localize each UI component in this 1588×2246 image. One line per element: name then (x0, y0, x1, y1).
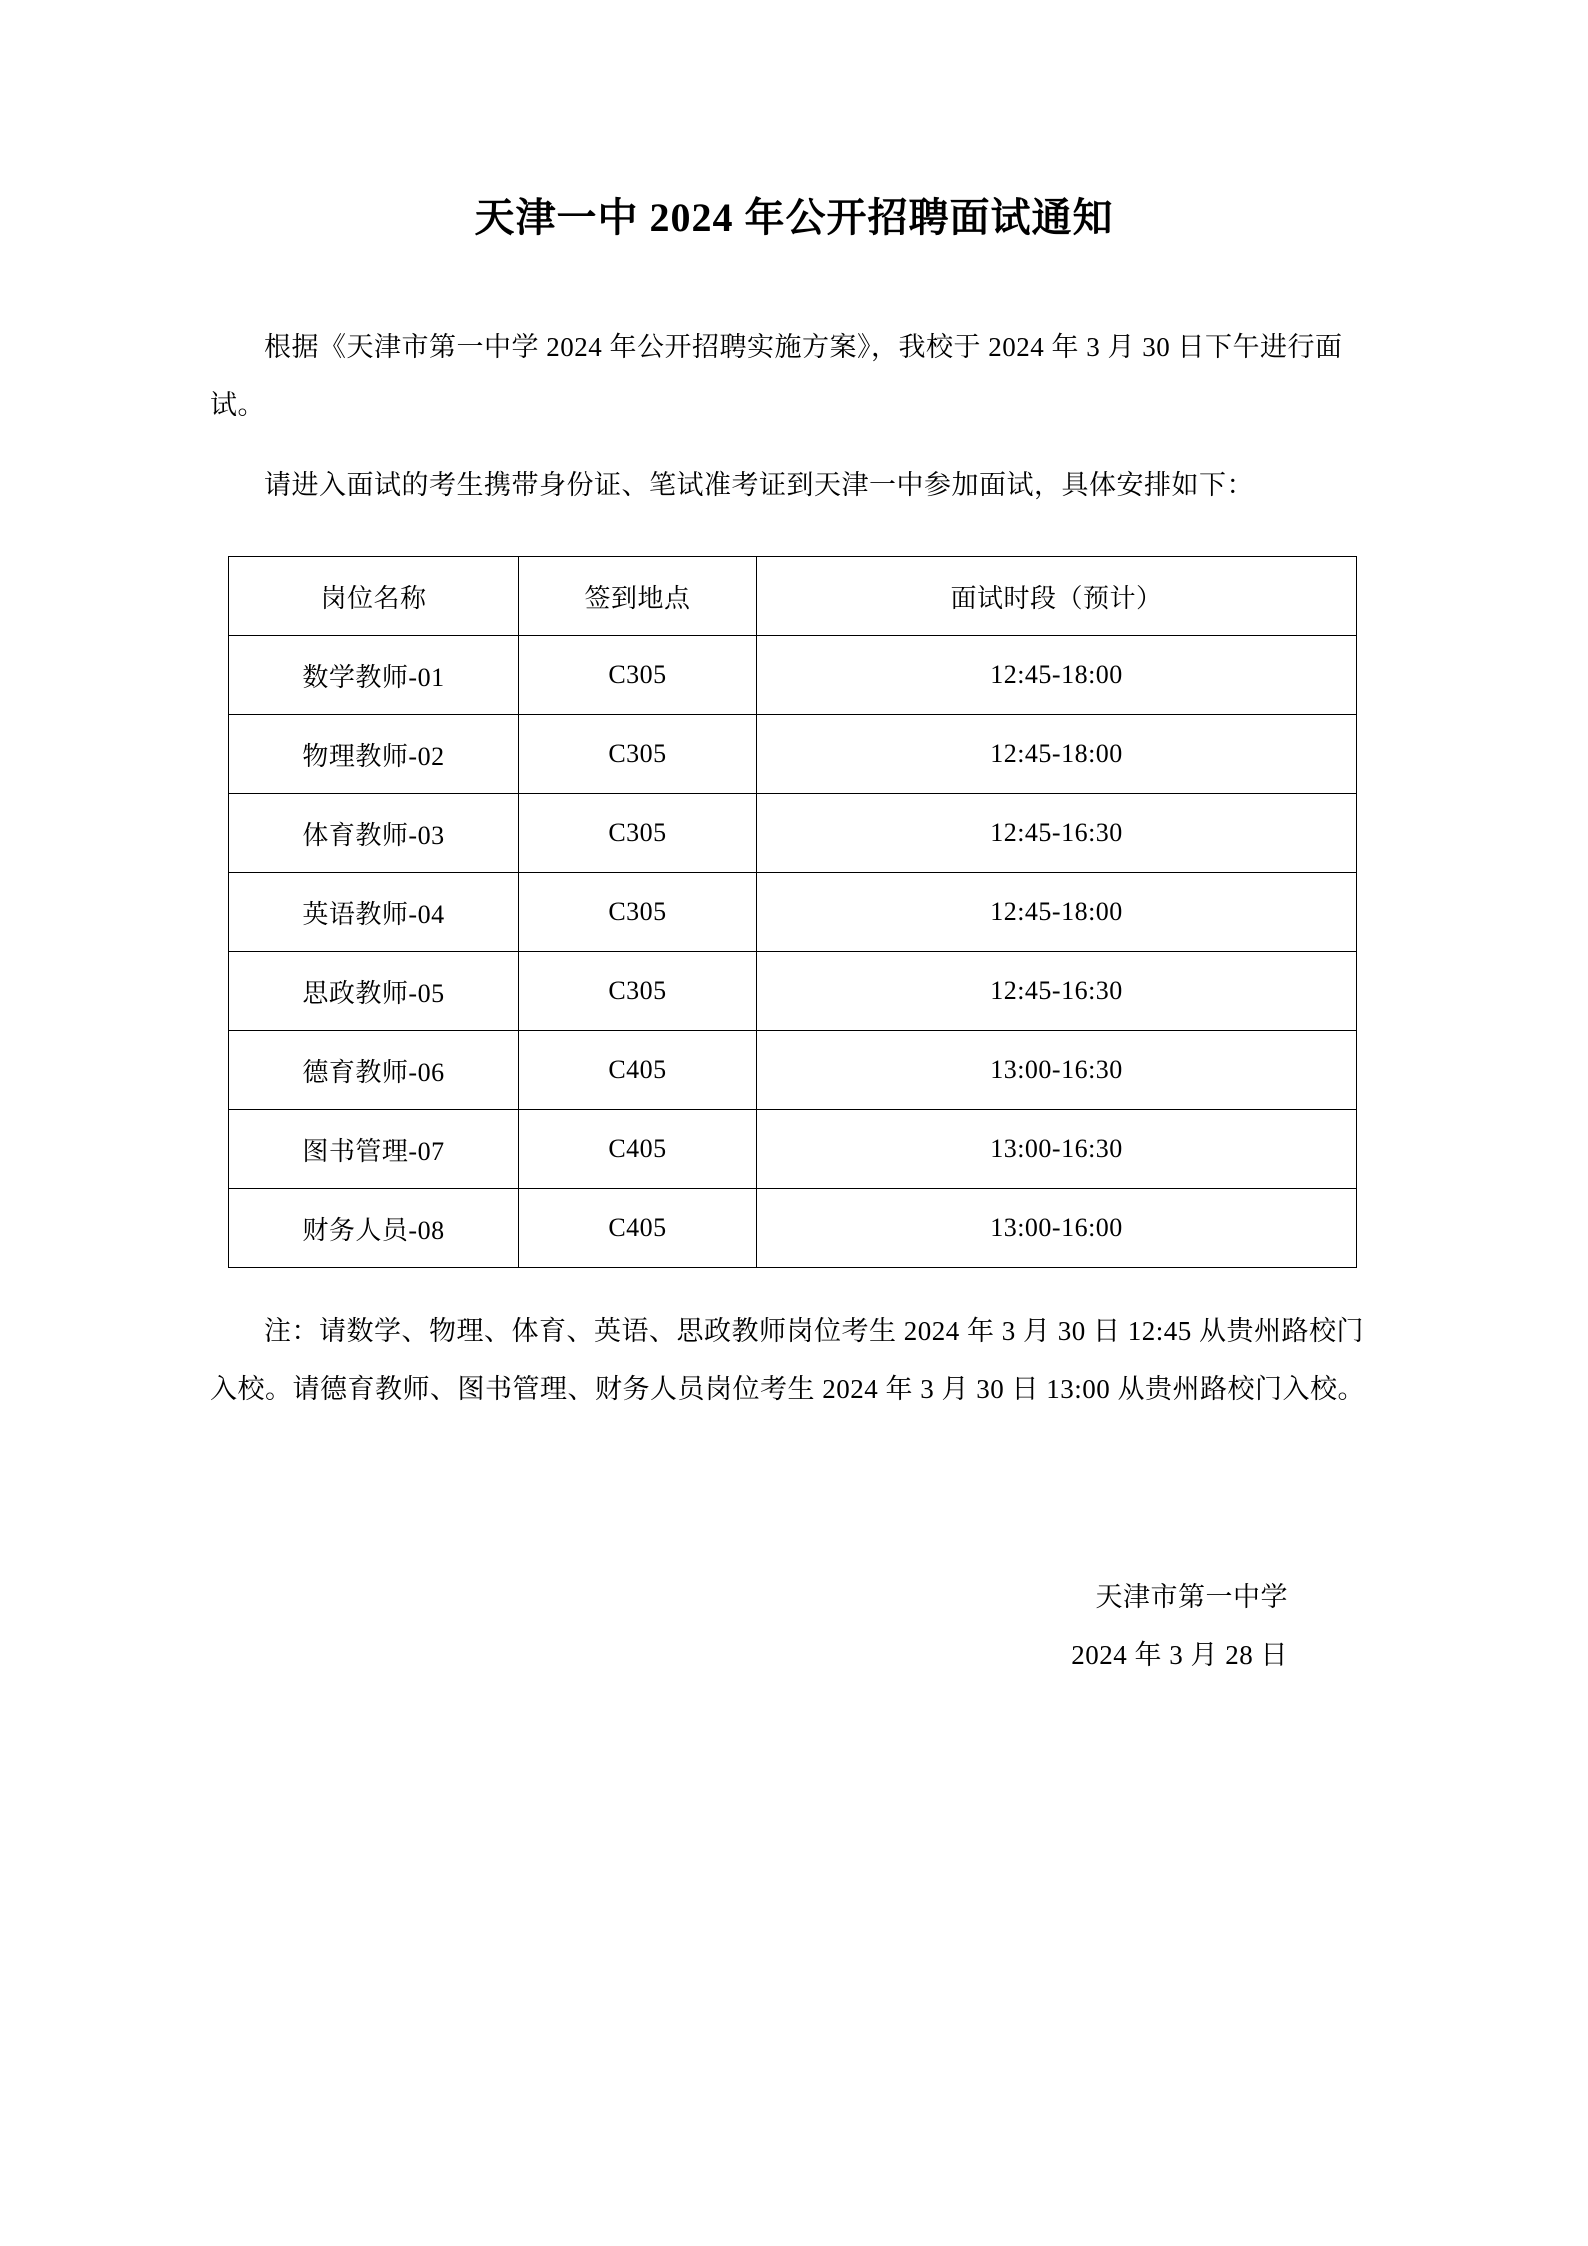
cell-time: 13:00-16:00 (757, 1189, 1357, 1268)
cell-position: 图书管理-07 (229, 1110, 519, 1189)
signature-block (210, 1568, 1378, 1684)
table-row (229, 1189, 1357, 1268)
cell-location: C305 (519, 952, 757, 1031)
table-row (229, 1110, 1357, 1189)
cell-location: C405 (519, 1110, 757, 1189)
cell-position: 数学教师-01 (229, 636, 519, 715)
cell-time: 12:45-16:30 (757, 794, 1357, 873)
signature-date: 2024 年 3 月 28 日 (1071, 1640, 1288, 1671)
page-title: 天津一中 2024 年公开招聘面试通知 (474, 195, 1114, 240)
cell-position: 财务人员-08 (229, 1189, 519, 1268)
table-header-row (229, 557, 1357, 636)
cell-location: C305 (519, 873, 757, 952)
table-row (229, 873, 1357, 952)
intro-paragraph-1: 根据《天津市第一中学 2024 年公开招聘实施方案》，我校于 2024 年 3 月 30 日下午进行面试。 (210, 332, 1343, 421)
table-row (229, 794, 1357, 873)
column-header-position: 岗位名称 (229, 557, 519, 636)
cell-position: 物理教师-02 (229, 715, 519, 794)
cell-time: 12:45-16:30 (757, 952, 1357, 1031)
cell-time: 12:45-18:00 (757, 873, 1357, 952)
interview-schedule-table (228, 556, 1357, 1268)
table-row (229, 952, 1357, 1031)
signature-organization: 天津市第一中学 (1095, 1582, 1288, 1613)
note-paragraph: 注：请数学、物理、体育、英语、思政教师岗位考生 2024 年 3 月 30 日 12:45 从贵州路校门入校。请德育教师、图书管理、财务人员岗位考生 2024 年 3 月 30 日 13:00 从贵州路校门入校。 (210, 1316, 1365, 1405)
cell-location: C305 (519, 715, 757, 794)
cell-time: 12:45-18:00 (757, 715, 1357, 794)
cell-location: C305 (519, 636, 757, 715)
column-header-location: 签到地点 (519, 557, 757, 636)
cell-position: 英语教师-04 (229, 873, 519, 952)
cell-time: 12:45-18:00 (757, 636, 1357, 715)
cell-location: C405 (519, 1031, 757, 1110)
table-row (229, 715, 1357, 794)
cell-position: 思政教师-05 (229, 952, 519, 1031)
cell-time: 13:00-16:30 (757, 1110, 1357, 1189)
column-header-time: 面试时段（预计） (757, 557, 1357, 636)
table-row (229, 636, 1357, 715)
cell-location: C405 (519, 1189, 757, 1268)
cell-time: 13:00-16:30 (757, 1031, 1357, 1110)
cell-location: C305 (519, 794, 757, 873)
intro-paragraph-2: 请进入面试的考生携带身份证、笔试准考证到天津一中参加面试，具体安排如下： (264, 470, 1254, 501)
cell-position: 体育教师-03 (229, 794, 519, 873)
cell-position: 德育教师-06 (229, 1031, 519, 1110)
table-row (229, 1031, 1357, 1110)
